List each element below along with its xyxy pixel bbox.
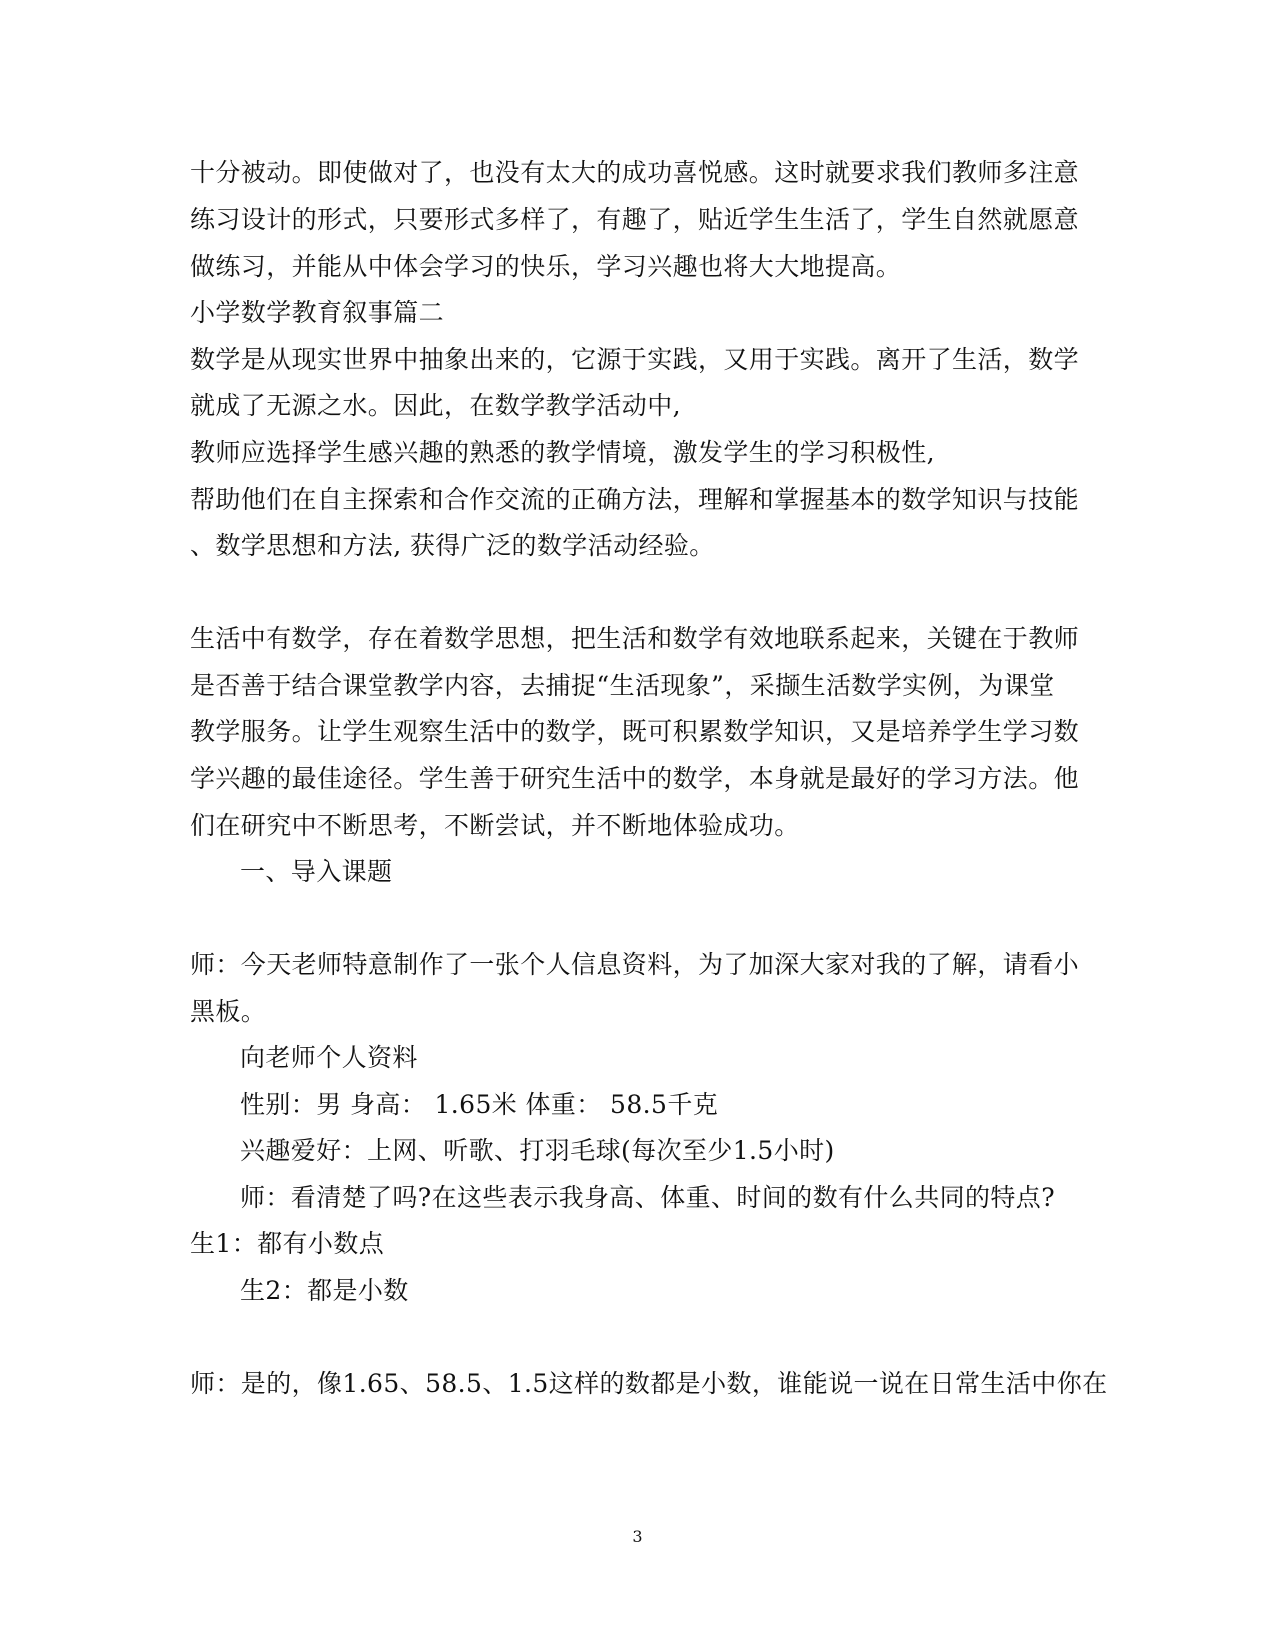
text-line: 兴趣爱好：上网、听歌、打羽毛球(每次至少1.5小时): [240, 1136, 835, 1165]
text-line: 学兴趣的最佳途径。学生善于研究生活中的数学，本身就是最好的学习方法。他: [190, 764, 1080, 793]
text-line: 是否善于结合课堂教学内容，去捕捉“生活现象”，采撷生活数学实例，为课堂: [190, 671, 1055, 700]
text-line: 师：是的，像1.65、58.5、1.5这样的数都是小数，谁能说一说在日常生活中你在: [190, 1369, 1108, 1398]
section-heading: 小学数学教育叙事篇二: [190, 298, 445, 327]
text-line: 师：看清楚了吗?在这些表示我身高、体重、时间的数有什么共同的特点?: [240, 1183, 1056, 1212]
text-line: 们在研究中不断思考，不断尝试，并不断地体验成功。: [190, 811, 800, 840]
text-line: 十分被动。即使做对了，也没有太大的成功喜悦感。这时就要求我们教师多注意: [190, 158, 1080, 187]
text-line: 做练习，并能从中体会学习的快乐，学习兴趣也将大大地提高。: [190, 252, 902, 281]
text-line: 数学是从现实世界中抽象出来的，它源于实践，又用于实践。离开了生活，数学: [190, 345, 1080, 374]
text-line: 向老师个人资料: [240, 1043, 418, 1072]
text-line: 教学服务。让学生观察生活中的数学，既可积累数学知识，又是培养学生学习数: [190, 717, 1080, 746]
subheading: 一、导入课题: [240, 857, 393, 886]
text-line: 生2：都是小数: [240, 1276, 409, 1305]
text-line: 教师应选择学生感兴趣的熟悉的教学情境，激发学生的学习积极性,: [190, 438, 935, 467]
text-line: 黑板。: [190, 997, 267, 1026]
text-line: 就成了无源之水。因此，在数学教学活动中,: [190, 391, 681, 420]
text-line: 、数学思想和方法, 获得广泛的数学活动经验。: [190, 531, 715, 560]
text-line: 帮助他们在自主探索和合作交流的正确方法，理解和掌握基本的数学知识与技能: [190, 485, 1080, 514]
text-line: 生1：都有小数点: [190, 1229, 385, 1258]
text-line: 生活中有数学，存在着数学思想，把生活和数学有效地联系起来，关键在于教师: [190, 624, 1080, 653]
text-line: 练习设计的形式，只要形式多样了，有趣了，贴近学生生活了，学生自然就愿意: [190, 205, 1080, 234]
page-number: 3: [632, 1527, 643, 1546]
text-line: 性别：男 身高： 1.65米 体重： 58.5千克: [240, 1090, 719, 1119]
text-line: 师：今天老师特意制作了一张个人信息资料，为了加深大家对我的了解，请看小: [190, 950, 1080, 979]
